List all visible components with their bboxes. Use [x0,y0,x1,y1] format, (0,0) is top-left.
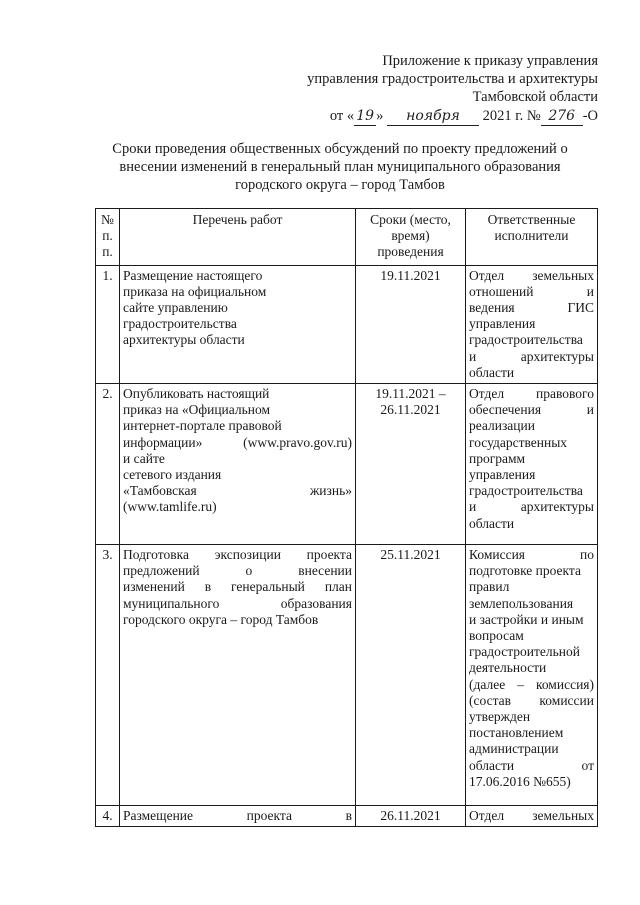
order-day-handwritten: 19 [354,107,376,126]
title-line-3: городского округа – город Тамбов [235,177,445,193]
row-number: 4. [96,806,120,827]
row-date: 25.11.2021 [356,545,466,806]
header-number: № п. п. [96,209,120,266]
order-year: 2021 г. № [482,108,541,124]
header-line-1: Приложение к приказу управления [382,53,598,69]
row-number: 3. [96,545,120,806]
order-prefix: от « [329,108,355,124]
table-row [96,806,598,827]
row-work: Размещение настоящего приказа на официальном сайте управлению градостроительства архитектуры области [120,265,356,383]
order-day-close: » [376,108,384,124]
row-responsible: Отдел земельных [466,806,598,827]
schedule-table [95,208,598,827]
table-row [96,265,598,383]
row-responsible: Отдел земельных отношений и ведения ГИС управления градостроительства и архитектуры области [466,265,598,383]
row-responsible: Комиссия по подготовке проекта правил землепользования и застройки и иным вопросам градостроительной деятельности (далее – комиссия) (состав комиссии утвержден постановлением администрации области от 17.06.2016 №655) [466,545,598,806]
table-row [96,384,598,545]
header-responsible: Ответственные исполнители [466,209,598,266]
row-date: 19.11.2021 – 26.11.2021 [356,384,466,545]
title-line-1: Сроки проведения общественных обсуждений по проекту предложений о [112,141,568,157]
row-number: 2. [96,384,120,545]
order-date-number-line [258,107,598,126]
row-work: Опубликовать настоящий приказ на «Официальном интернет-портале правовой информации» (www.pravo.gov.ru) и сайте сетевого издания «Тамбовская жизнь» (www.tamlife.ru) [120,384,356,545]
header-work-list: Перечень работ [120,209,356,266]
header-line-2: управления градостроительства и архитектуры [307,71,598,87]
row-date: 26.11.2021 [356,806,466,827]
row-date: 19.11.2021 [356,265,466,383]
row-work: Подготовка экспозиции проекта предложений о внесении изменений в генеральный план муниципального образования городского округа – город Тамбов [120,545,356,806]
header-line-3: Тамбовской области [472,89,598,105]
header-dates: Сроки (место, время) проведения [356,209,466,266]
row-work: Размещение проекта в [120,806,356,827]
table-header-row [96,209,598,266]
order-suffix: -О [582,108,598,124]
document-title [80,140,600,194]
order-header [258,52,598,126]
row-responsible: Отдел правового обеспечения и реализации государственных программ управления градостроительства и архитектуры области [466,384,598,545]
order-month-handwritten: ноября [387,107,479,126]
title-line-2: внесении изменений в генеральный план муниципального образования [119,159,561,175]
order-number-handwritten: 276 [541,107,583,126]
table-row [96,545,598,806]
row-number: 1. [96,265,120,383]
